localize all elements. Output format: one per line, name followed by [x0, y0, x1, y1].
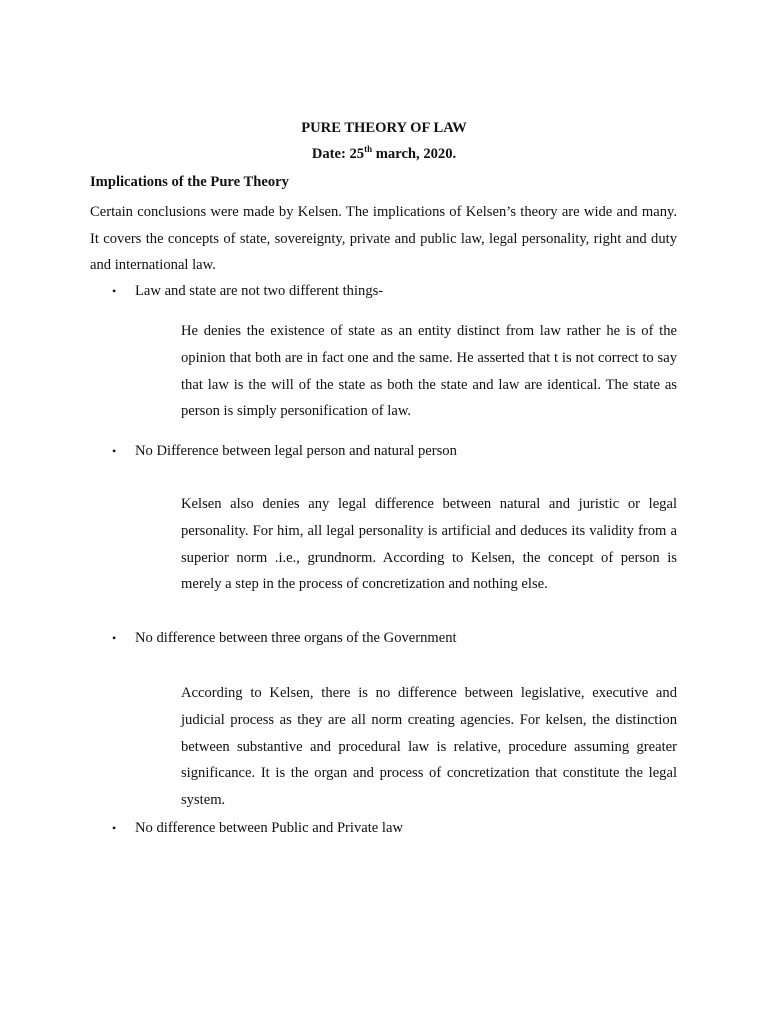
- bullet-item: [112, 283, 383, 300]
- bullet-text: No Difference between legal person and natural person: [135, 443, 457, 459]
- section-paragraph: Kelsen also denies any legal difference between natural and juristic or legal personality. For him, all legal personality is artificial and deduces its validity from a superior norm .i.e., grundnorm. According to Kelsen, the concept of person is merely a step in the process of concretization and nothing else.: [181, 496, 677, 593]
- section-paragraph: He denies the existence of state as an entity distinct from law rather he is of the opinion that both are in fact one and the same. He asserted that t is not correct to say that law is the will of the state as both the state and law are identical. The state as person is simply personification of law.: [181, 323, 677, 420]
- date-prefix: Date: 25: [311, 146, 365, 162]
- bullet-item: [112, 820, 403, 837]
- document-date: [0, 146, 768, 163]
- bullet-dot-icon: •: [112, 284, 117, 298]
- date-suffix: march, 2020.: [372, 146, 457, 162]
- bullet-dot-icon: •: [112, 631, 117, 645]
- section-heading: Implications of the Pure Theory: [90, 174, 289, 190]
- section-paragraph: According to Kelsen, there is no difference between legislative, executive and judicial process as they are all norm creating agencies. For kelsen, the distinction between substantive and procedural law is relative, procedure assuming greater significance. It is the organ and process of concretization that constitute the legal system.: [181, 685, 677, 809]
- bullet-item: [112, 630, 457, 647]
- bullet-text: No difference between three organs of the Government: [135, 630, 457, 646]
- bullet-text: No difference between Public and Private law: [135, 820, 403, 836]
- bullet-dot-icon: •: [112, 821, 117, 835]
- date-superscript: th: [364, 144, 373, 155]
- document-title: PURE THEORY OF LAW: [301, 120, 467, 136]
- bullet-dot-icon: •: [112, 444, 117, 458]
- intro-paragraph: Certain conclusions were made by Kelsen. The implications of Kelsen’s theory are wide and many. It covers the concepts of state, sovereignty, private and public law, legal personality, right and duty and international law.: [90, 204, 677, 273]
- bullet-text: Law and state are not two different things-: [135, 283, 384, 299]
- bullet-item: [112, 443, 457, 460]
